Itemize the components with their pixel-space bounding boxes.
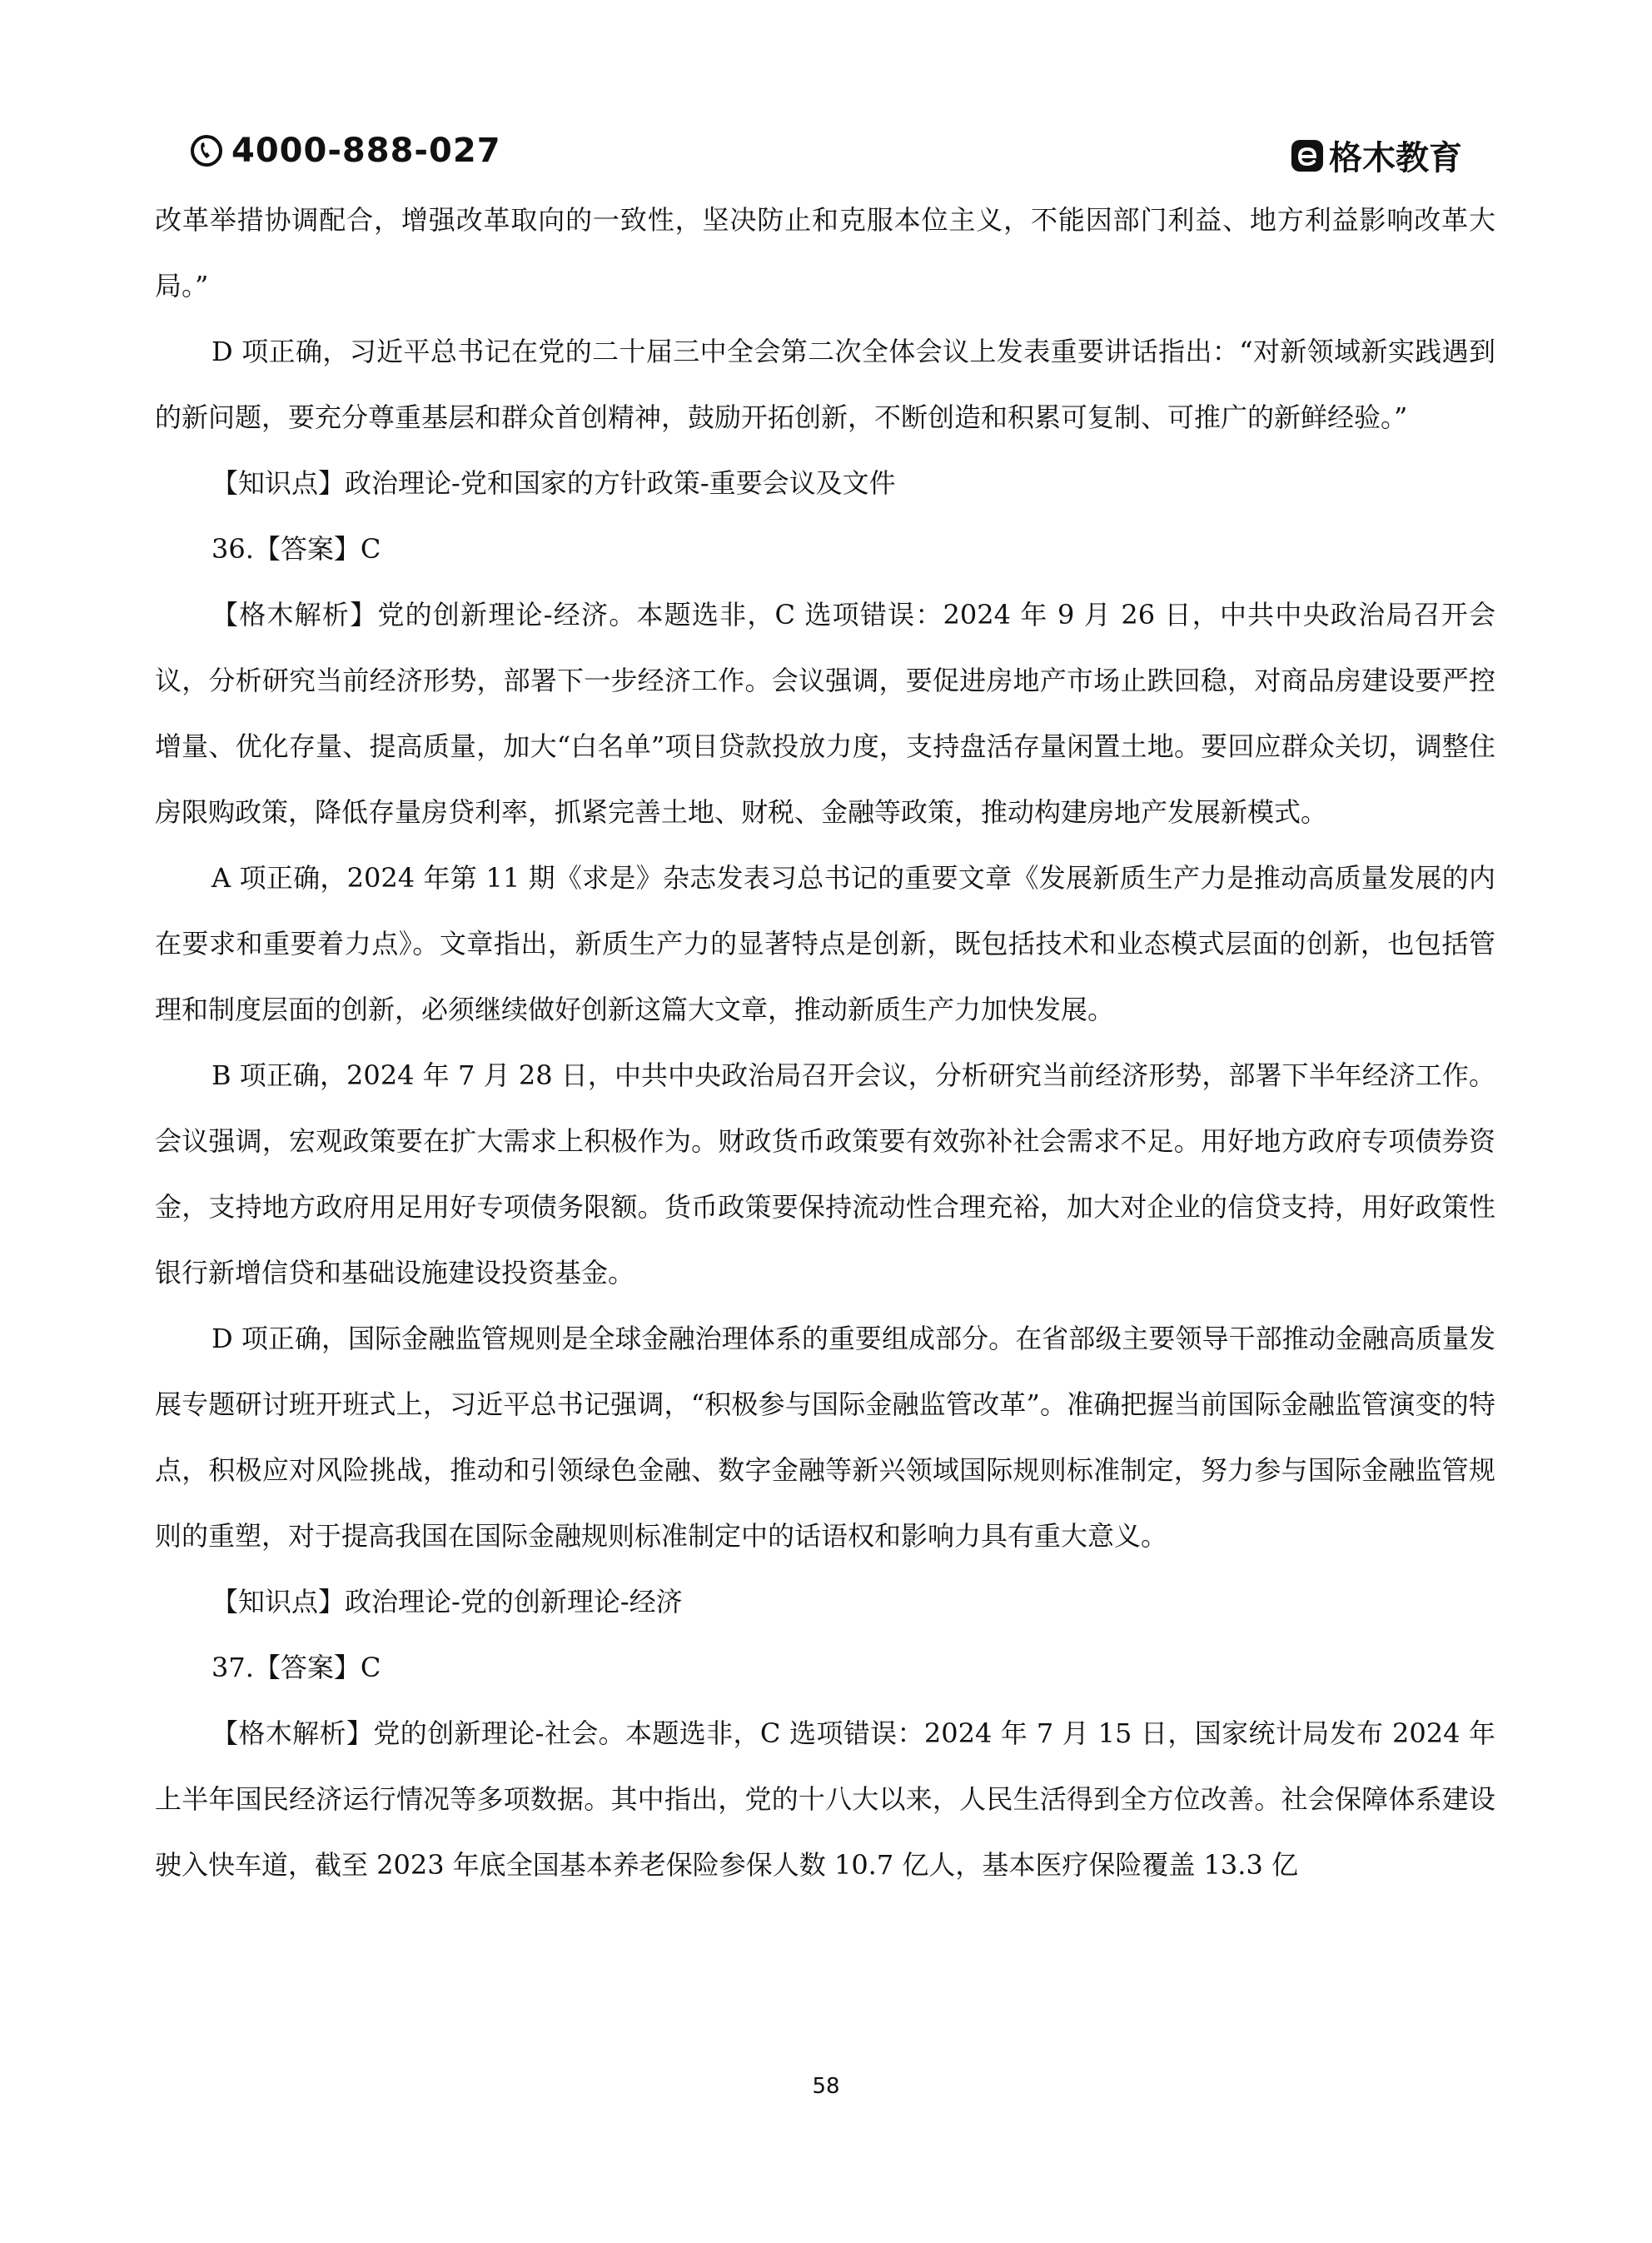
document-body (155, 187, 1495, 1898)
paragraph-continuation: 改革举措协调配合，增强改革取向的一致性，坚决防止和克服本位主义，不能因部门利益、地方利益影响改革大局。” (155, 204, 1495, 302)
page-header (190, 125, 1462, 192)
paragraph-option-d-36: D 项正确，国际金融监管规则是全球金融治理体系的重要组成部分。在省部级主要领导干部推动金融高质量发展专题研讨班开班式上，习近平总书记强调，“积极参与国际金融监管改革”。准确把握当前国际金融监管演变的特点，积极应对风险挑战，推动和引领绿色金融、数字金融等新兴领域国际规则标准制定，努力参与国际金融监管规则的重塑，对于提高我国在国际金融规则标准制定中的话语权和影响力具有重大意义。 (155, 1323, 1495, 1552)
knowledge-point-35: 【知识点】政治理论-党和国家的方针政策-重要会议及文件 (211, 467, 896, 499)
paragraph-option-b: B 项正确，2024 年 7 月 28 日，中共中央政治局召开会议，分析研究当前经济形势，部署下半年经济工作。会议强调，宏观政策要在扩大需求上积极作为。财政货币政策要有效弥补社会需求不足。用好地方政府专项债券资金，支持地方政府用足用好专项债务限额。货币政策要保持流动性合理充裕，加大对企业的信贷支持，用好政策性银行新增信贷和基础设施建设投资基金。 (155, 1059, 1495, 1288)
answer-37: 37.【答案】C (211, 1652, 381, 1683)
answer-36: 36.【答案】C (211, 533, 381, 565)
paragraph-option-d: D 项正确，习近平总书记在党的二十届三中全会第二次全体会议上发表重要讲话指出：“对新领域新实践遇到的新问题，要充分尊重基层和群众首创精神，鼓励开拓创新，不断创造和积累可复制、可推广的新鲜经验。” (155, 336, 1495, 433)
brand (1291, 132, 1462, 179)
brand-name: 格木教育 (1329, 139, 1462, 177)
phone-contact (190, 132, 501, 170)
phone-number: 4000-888-027 (231, 132, 501, 170)
analysis-37: 【格木解析】党的创新理论-社会。本题选非，C 选项错误：2024 年 7 月 15 日，国家统计局发布 2024 年上半年国民经济运行情况等多项数据。其中指出，党的十八大以来，人民生活得到全方位改善。社会保障体系建设驶入快车道，截至 2023 年底全国基本养老保险参保人数 10.7 亿人，基本医疗保险覆盖 13.3 亿 (155, 1717, 1495, 1881)
knowledge-point-36: 【知识点】政治理论-党的创新理论-经济 (211, 1586, 683, 1617)
phone-icon (190, 134, 223, 167)
analysis-36: 【格木解析】党的创新理论-经济。本题选非，C 选项错误：2024 年 9 月 26 日，中共中央政治局召开会议，分析研究当前经济形势，部署下一步经济工作。会议强调，要促进房地产市场止跌回稳，对商品房建设要严控增量、优化存量、提高质量，加大“白名单”项目贷款投放力度，支持盘活存量闲置土地。要回应群众关切，调整住房限购政策，降低存量房贷利率，抓紧完善土地、财税、金融等政策，推动构建房地产发展新模式。 (155, 599, 1495, 828)
brand-logo-icon (1291, 139, 1324, 172)
paragraph-option-a: A 项正确，2024 年第 11 期《求是》杂志发表习总书记的重要文章《发展新质生产力是推动高质量发展的内在要求和重要着力点》。文章指出，新质生产力的显著特点是创新，既包括技术和业态模式层面的创新，也包括管理和制度层面的创新，必须继续做好创新这篇大文章，推动新质生产力加快发展。 (155, 862, 1495, 1025)
page-number: 58 (812, 2074, 840, 2099)
